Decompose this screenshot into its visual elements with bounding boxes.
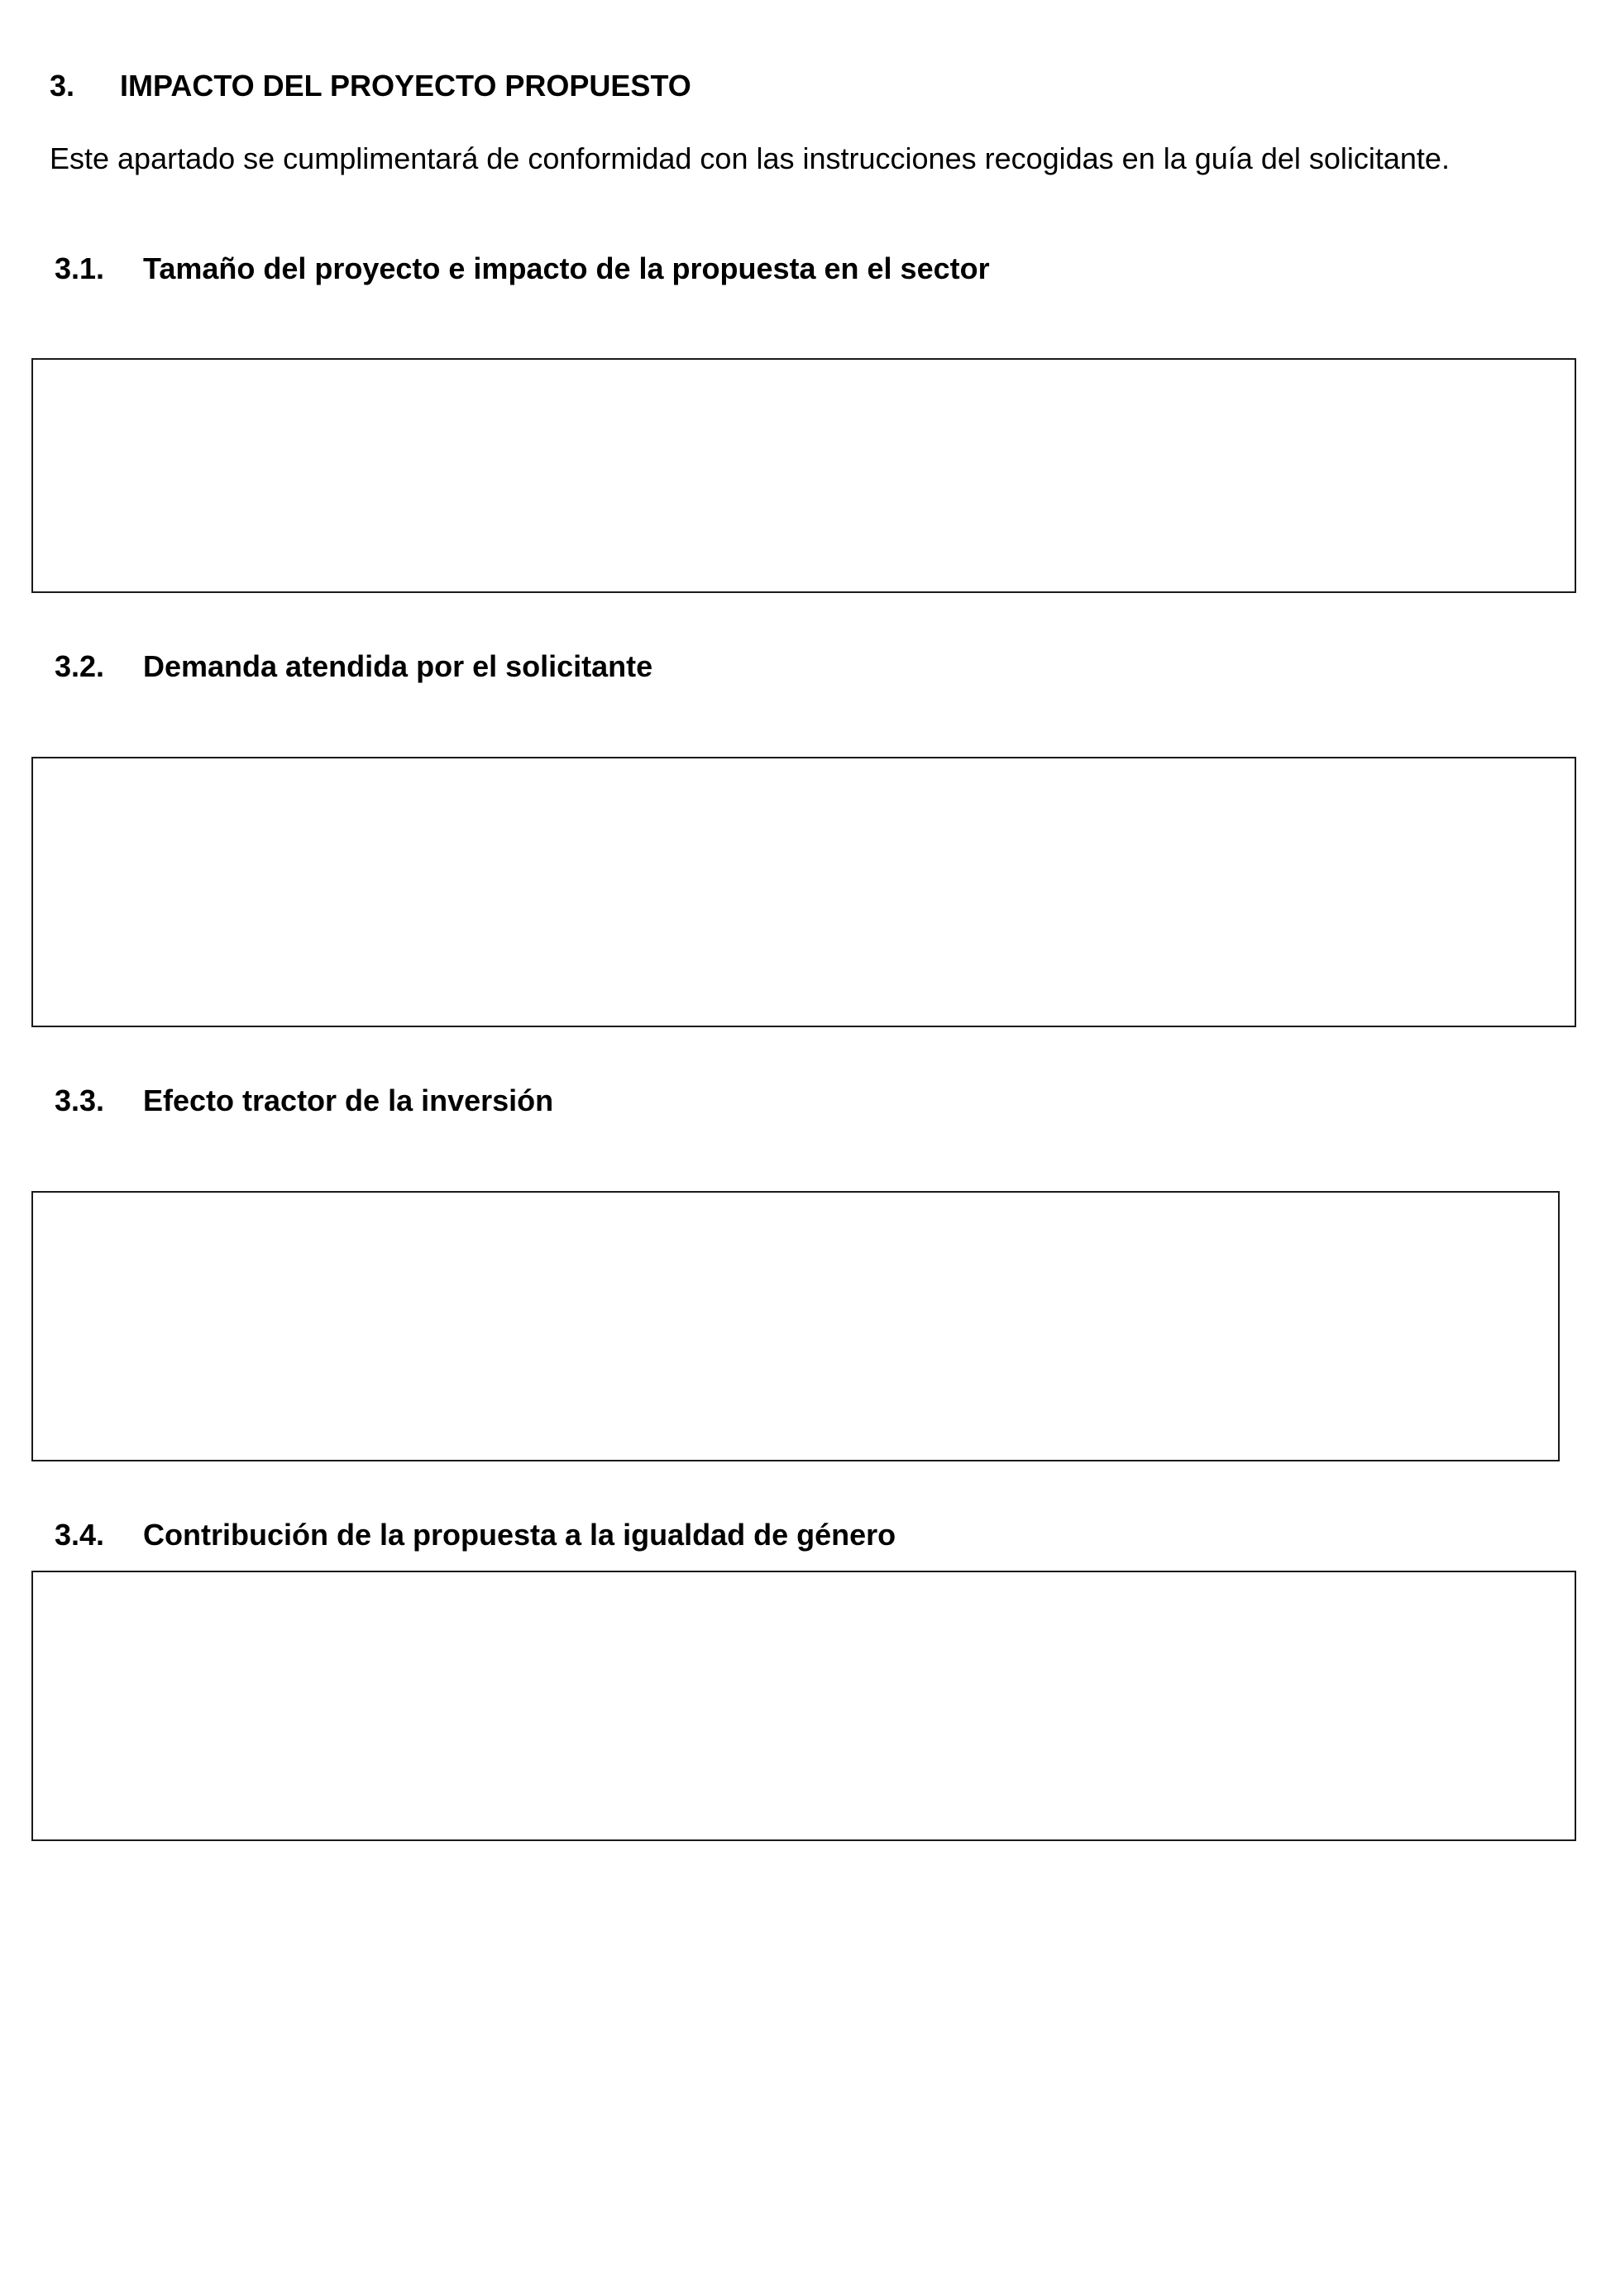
answer-box-3-3[interactable] xyxy=(31,1191,1560,1461)
subsection-heading-3-4 xyxy=(55,1517,1130,1553)
subsection-number: 3.2. xyxy=(55,649,105,683)
answer-box-3-2[interactable] xyxy=(31,757,1576,1027)
subsection-number: 3.1. xyxy=(55,251,105,285)
subsection-number: 3.4. xyxy=(55,1518,105,1552)
section-intro: Este apartado se cumplimentará de conformidad con las instrucciones recogidas en la guía del solicitante. xyxy=(50,141,1450,175)
answer-box-3-4[interactable] xyxy=(31,1571,1576,1841)
section-heading xyxy=(50,68,691,104)
section-title: IMPACTO DEL PROYECTO PROPUESTO xyxy=(120,69,691,103)
subsection-heading-3-2 xyxy=(55,648,1130,685)
subsection-title: Demanda atendida por el solicitante xyxy=(143,649,653,683)
subsection-heading-3-3 xyxy=(55,1083,1130,1119)
answer-box-3-1[interactable] xyxy=(31,358,1576,593)
subsection-number: 3.3. xyxy=(55,1083,105,1117)
subsection-title: Tamaño del proyecto e impacto de la propuesta en el sector xyxy=(143,251,990,285)
subsection-heading-3-1 xyxy=(55,251,1130,287)
subsection-title: Efecto tractor de la inversión xyxy=(143,1083,554,1117)
subsection-title: Contribución de la propuesta a la igualdad de género xyxy=(143,1518,896,1552)
section-number: 3. xyxy=(50,69,75,103)
